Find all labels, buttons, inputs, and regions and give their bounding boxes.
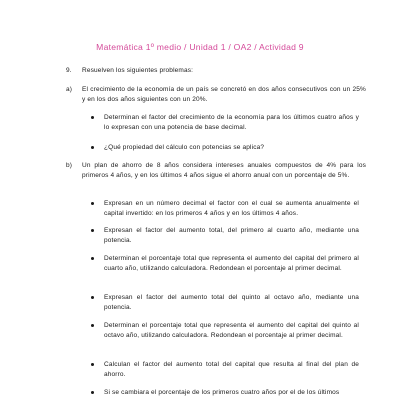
item-b-bullet-1 (91, 199, 359, 219)
bullet-dot-icon (91, 324, 94, 327)
bullet-text: Determinan el porcentaje total que representa el aumento del capital del quinto al octavo año, utilizando calculadora. Redondean el porcentaje al primer decimal. (104, 322, 359, 339)
bullet-text: Expresan el factor del aumento total, del primero al cuarto año, mediante una potencia. (104, 227, 359, 244)
bullet-text: Determinan el factor del crecimiento de la economía para los últimos cuatro años y lo expresan con una potencia de base decimal. (104, 114, 359, 131)
bullet-dot-icon (91, 296, 94, 299)
bullet-text: Determinan el porcentaje total que representa el aumento del capital del primero al cuarto año, utilizando calculadora. Redondean el porcentaje al primer decimal. (104, 255, 359, 272)
bullet-dot-icon (91, 202, 94, 205)
bullet-dot-icon (91, 363, 94, 366)
problem-instruction: Resuelven los siguientes problemas: (82, 67, 194, 74)
bullet-dot-icon (91, 257, 94, 260)
bullet-dot-icon (91, 391, 94, 394)
bullet-dot-icon (91, 116, 94, 119)
item-b-marker: b) (66, 162, 73, 169)
bullet-dot-icon (91, 229, 94, 232)
bullet-text: Calculan el factor del aumento total del capital que resulta al final del plan de ahorro. (104, 361, 359, 378)
bullet-dot-icon (91, 146, 94, 149)
bullet-text: Expresan en un número decimal el factor con el cual se aumenta anualmente el capital invertido: en los primeros 4 años y en los últimos 4 años. (104, 200, 359, 217)
item-b-bullet-5 (91, 321, 359, 341)
item-a-text: El crecimiento de la economía de un país se concretó en dos años consecutivos con un 25% y en los dos años siguientes con un 20%. (82, 86, 366, 103)
item-b-bullet-7 (91, 388, 359, 398)
item-a-bullet-2 (91, 143, 359, 153)
bullet-text: ¿Qué propiedad del cálculo con potencias se aplica? (104, 144, 265, 151)
bullet-text: Si se cambiara el porcentaje de los primeros cuatro años por el de los últimos (104, 389, 340, 396)
problem-number: 9. (66, 67, 72, 74)
item-b-text: Un plan de ahorro de 8 años considera intereses anuales compuestos de 4% para los primeros 4 años, y en los últimos 4 años sigue el ahorro anual con un porcentaje de 5%. (82, 162, 366, 179)
item-b-bullet-2 (91, 226, 359, 246)
item-b (66, 161, 366, 181)
item-b-bullet-6 (91, 360, 359, 380)
problem-heading (66, 66, 193, 76)
item-a-marker: a) (66, 86, 73, 93)
item-a (66, 85, 366, 105)
page-header: Matemática 1º medio / Unidad 1 / OA2 / Actividad 9 (96, 42, 304, 52)
item-a-bullet-1 (91, 113, 359, 133)
bullet-text: Expresan el factor del aumento total del quinto al octavo año, mediante una potencia. (104, 294, 359, 311)
item-b-bullet-3 (91, 254, 359, 274)
item-b-bullet-4 (91, 293, 359, 313)
